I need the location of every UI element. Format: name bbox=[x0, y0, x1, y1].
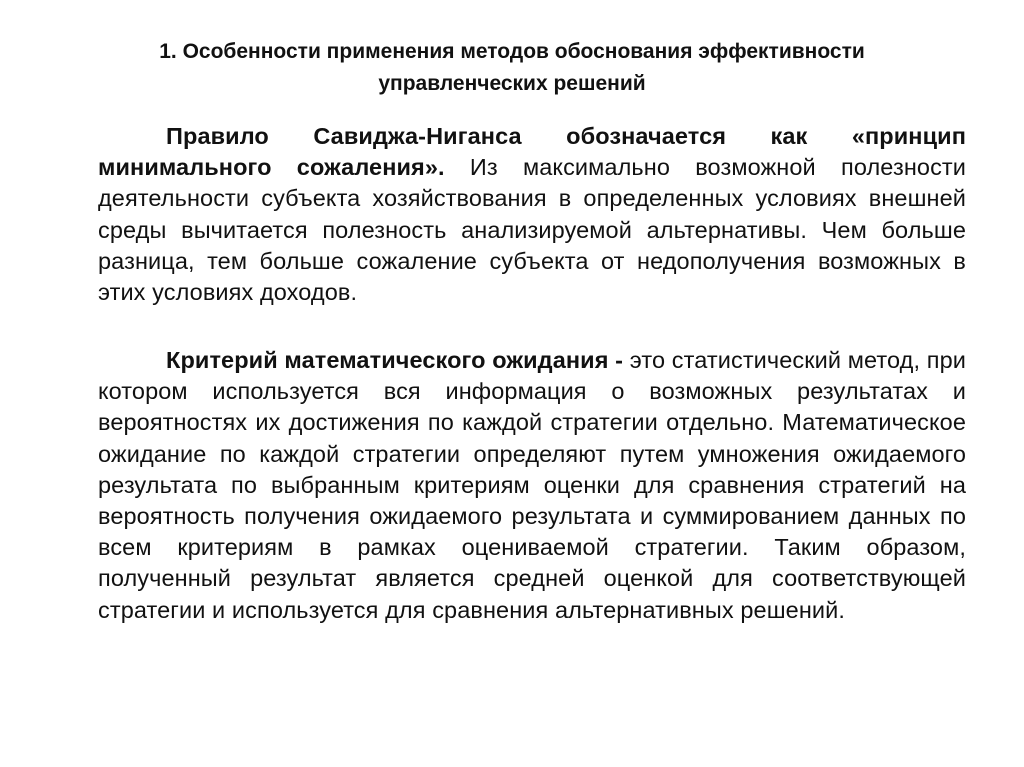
slide-title-line-2: управленческих решений bbox=[378, 72, 646, 95]
paragraph-expected-value-criterion bbox=[98, 345, 966, 626]
slide-title bbox=[120, 36, 904, 100]
paragraph-2-bold-lead: Критерий математического ожидания - bbox=[166, 347, 624, 373]
paragraph-2-body: это статистический метод, при котором используется вся информация о возможных результатах и вероятностях их достижения по каждой стратегии отдельно. Математическое ожидание по каждой стратегии определяют путем умножения ожидаемого результата по выбранным критериям оценки для сравнения стратегий на вероятность получения ожидаемого результата и суммированием данных по всем критериям в рамках оцениваемой стратегии. Таким образом, полученный результат является средней оценкой для соответствующей стратегии и используется для сравнения альтернативных решений. bbox=[98, 347, 966, 623]
slide-title-line-1: 1. Особенности применения методов обоснования эффективности bbox=[159, 40, 865, 63]
paragraph-1-body: Из максимально возможной полезности деятельности субъекта хозяйствования в определенных условиях внешней среды вычитается полезность анализируемой альтернативы. Чем больше разница, тем больше сожаление субъекта от недополучения возможных в этих условиях доходов. bbox=[98, 154, 967, 306]
paragraph-1-bold-lead: Правило Савиджа-Ниганса обозначается как «принцип минимального сожаления». bbox=[98, 123, 966, 181]
paragraph-savage-niehans-rule bbox=[98, 121, 966, 308]
